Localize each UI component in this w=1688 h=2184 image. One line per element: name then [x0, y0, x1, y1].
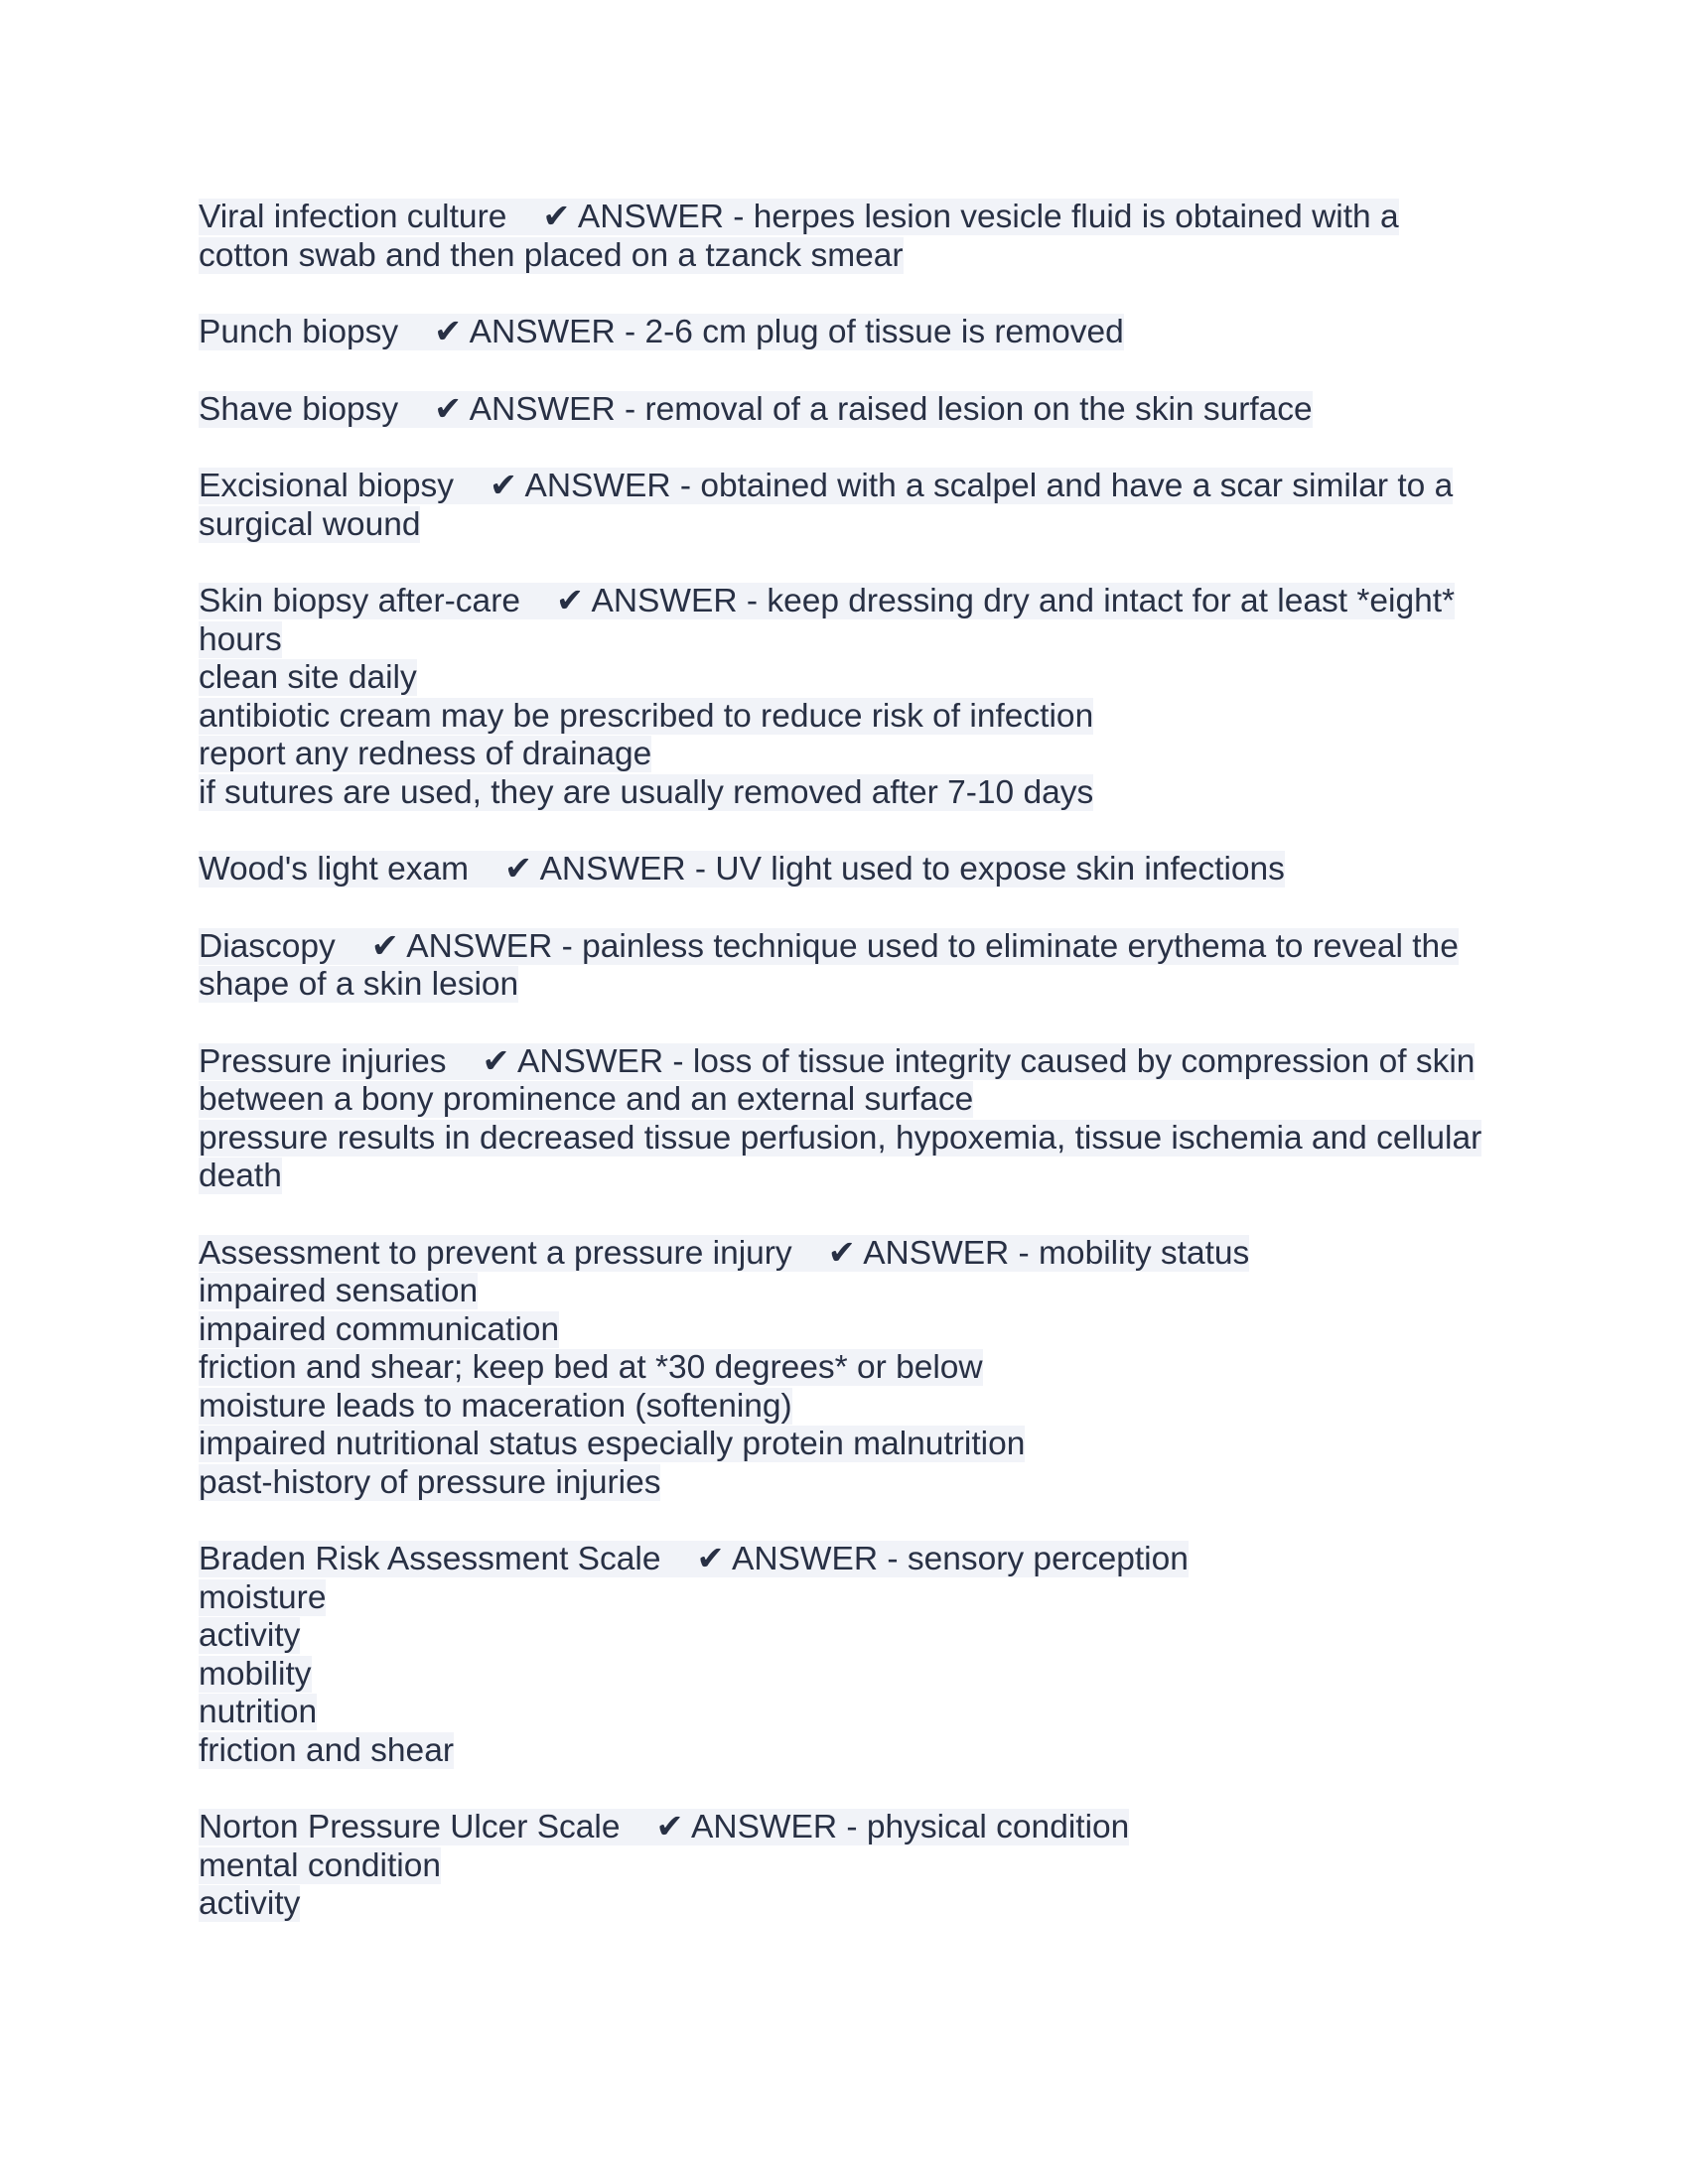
question-answer-highlight	[199, 1235, 1249, 1272]
answer-text: activity	[199, 1617, 301, 1654]
answer-continuation-line	[199, 1158, 1489, 1196]
term-text: Viral infection culture	[199, 199, 507, 235]
answer-text: past-history of pressure injuries	[199, 1463, 661, 1501]
answer-text: obtained with a scalpel and have a scar similar to a	[700, 468, 1454, 504]
answer-continuation-line	[199, 1617, 1489, 1656]
answer-text: mobility	[199, 1655, 312, 1693]
answer-text: impaired nutritional status especially protein malnutrition	[199, 1426, 1026, 1462]
answer-text: mental condition	[199, 1846, 441, 1884]
question-line	[199, 468, 1489, 506]
flashcard-entry	[199, 1809, 1489, 1924]
answer-text: if sutures are used, they are usually removed after 7-10 days	[199, 773, 1094, 811]
answer-continuation-line	[199, 1885, 1489, 1924]
answer-continuation-line	[199, 1732, 1489, 1771]
question-answer-highlight	[199, 851, 1285, 887]
answer-text: keep dressing dry and intact for at least *eight*	[767, 583, 1456, 619]
question-line	[199, 1043, 1489, 1082]
answer-prefix-text: ✔ ANSWER -	[370, 927, 583, 965]
question-line	[199, 1235, 1489, 1274]
answer-text: herpes lesion vesicle fluid is obtained with a	[753, 199, 1399, 235]
flashcard-entry	[199, 851, 1489, 889]
answer-text: clean site daily	[199, 659, 417, 696]
question-answer-highlight	[199, 1809, 1129, 1845]
term-text: Shave biopsy	[199, 390, 399, 428]
answer-continuation-line	[199, 237, 1489, 276]
answer-continuation-line	[199, 1311, 1489, 1350]
flashcard-entry	[199, 1541, 1489, 1770]
answer-text: removal of a raised lesion on the skin surface	[644, 390, 1313, 428]
question-answer-highlight	[199, 314, 1124, 350]
answer-prefix-text: ✔ ANSWER -	[434, 314, 645, 350]
answer-continuation-line	[199, 1081, 1489, 1120]
flashcard-entry	[199, 468, 1489, 544]
answer-prefix-text: ✔ ANSWER -	[434, 390, 645, 428]
answer-text: antibiotic cream may be prescribed to reduce risk of infection	[199, 697, 1094, 735]
term-text: Norton Pressure Ulcer Scale	[199, 1809, 621, 1845]
answer-prefix-text: ✔ ANSWER -	[482, 1042, 693, 1080]
answer-continuation-line	[199, 1388, 1489, 1427]
question-answer-highlight	[199, 1043, 1475, 1080]
flashcard-entry	[199, 314, 1489, 352]
flashcard-entry	[199, 928, 1489, 1005]
answer-text: friction and shear; keep bed at *30 degrees* or below	[199, 1349, 983, 1386]
answer-text: 2-6 cm plug of tissue is removed	[644, 314, 1124, 350]
answer-text: impaired sensation	[199, 1273, 479, 1309]
answer-text: surgical wound	[199, 505, 421, 543]
question-line	[199, 199, 1489, 237]
question-answer-highlight	[199, 928, 1459, 965]
answer-continuation-line	[199, 1464, 1489, 1503]
flashcard-list	[199, 199, 1489, 1963]
answer-continuation-line	[199, 698, 1489, 737]
term-text: Pressure injuries	[199, 1042, 447, 1080]
term-text: Punch biopsy	[199, 314, 399, 350]
answer-text: pressure results in decreased tissue perfusion, hypoxemia, tissue ischemia and cellular	[199, 1119, 1482, 1157]
flashcard-entry	[199, 583, 1489, 812]
answer-text: sensory perception	[907, 1541, 1189, 1577]
term-text: Braden Risk Assessment Scale	[199, 1541, 661, 1577]
answer-prefix-text: ✔ ANSWER -	[542, 199, 754, 235]
question-line	[199, 391, 1489, 430]
question-line	[199, 928, 1489, 967]
answer-text: painless technique used to eliminate erythema to reveal the	[582, 927, 1459, 965]
term-text: Diascopy	[199, 927, 336, 965]
answer-prefix-text: ✔ ANSWER -	[827, 1234, 1040, 1272]
answer-text: activity	[199, 1885, 301, 1922]
answer-prefix-text: ✔ ANSWER -	[504, 851, 716, 887]
question-line	[199, 851, 1489, 889]
answer-prefix-text: ✔ ANSWER -	[489, 468, 701, 504]
answer-text: report any redness of drainage	[199, 736, 652, 772]
question-line	[199, 1809, 1489, 1847]
answer-text: shape of a skin lesion	[199, 966, 519, 1003]
answer-continuation-line	[199, 1273, 1489, 1311]
answer-continuation-line	[199, 774, 1489, 813]
answer-continuation-line	[199, 1579, 1489, 1618]
answer-text: nutrition	[199, 1694, 318, 1730]
question-answer-highlight	[199, 583, 1455, 619]
answer-text: cotton swab and then placed on a tzanck smear	[199, 236, 904, 274]
flashcard-entry	[199, 391, 1489, 430]
answer-continuation-line	[199, 736, 1489, 774]
answer-text: between a bony prominence and an external surface	[199, 1081, 974, 1118]
answer-continuation-line	[199, 506, 1489, 545]
answer-prefix-text: ✔ ANSWER -	[696, 1541, 908, 1577]
flashcard-entry	[199, 1043, 1489, 1196]
answer-continuation-line	[199, 1656, 1489, 1695]
answer-continuation-line	[199, 966, 1489, 1005]
question-answer-highlight	[199, 391, 1313, 428]
term-text: Skin biopsy after-care	[199, 583, 520, 619]
answer-text: moisture leads to maceration (softening)	[199, 1387, 792, 1425]
flashcard-entry	[199, 1235, 1489, 1503]
answer-text: moisture	[199, 1578, 327, 1616]
answer-text: impaired communication	[199, 1310, 560, 1348]
flashcard-entry	[199, 199, 1489, 275]
answer-text: mobility status	[1039, 1234, 1250, 1272]
question-answer-highlight	[199, 1541, 1189, 1577]
answer-continuation-line	[199, 659, 1489, 698]
answer-text: UV light used to expose skin infections	[715, 851, 1285, 887]
answer-continuation-line	[199, 1694, 1489, 1732]
answer-text: hours	[199, 620, 282, 658]
answer-text: death	[199, 1158, 282, 1194]
question-answer-highlight	[199, 199, 1399, 235]
answer-prefix-text: ✔ ANSWER -	[555, 583, 768, 619]
answer-prefix-text: ✔ ANSWER -	[655, 1809, 867, 1845]
answer-continuation-line	[199, 1426, 1489, 1464]
question-line	[199, 583, 1489, 621]
term-text: Excisional biopsy	[199, 468, 454, 504]
question-line	[199, 1541, 1489, 1579]
answer-continuation-line	[199, 1847, 1489, 1886]
question-line	[199, 314, 1489, 352]
answer-continuation-line	[199, 621, 1489, 660]
term-text: Wood's light exam	[199, 851, 470, 887]
answer-text: physical condition	[866, 1809, 1130, 1845]
answer-continuation-line	[199, 1349, 1489, 1388]
answer-text: loss of tissue integrity caused by compression of skin	[692, 1042, 1476, 1080]
question-answer-highlight	[199, 468, 1453, 504]
term-text: Assessment to prevent a pressure injury	[199, 1234, 792, 1272]
answer-continuation-line	[199, 1120, 1489, 1159]
answer-text: friction and shear	[199, 1731, 454, 1769]
